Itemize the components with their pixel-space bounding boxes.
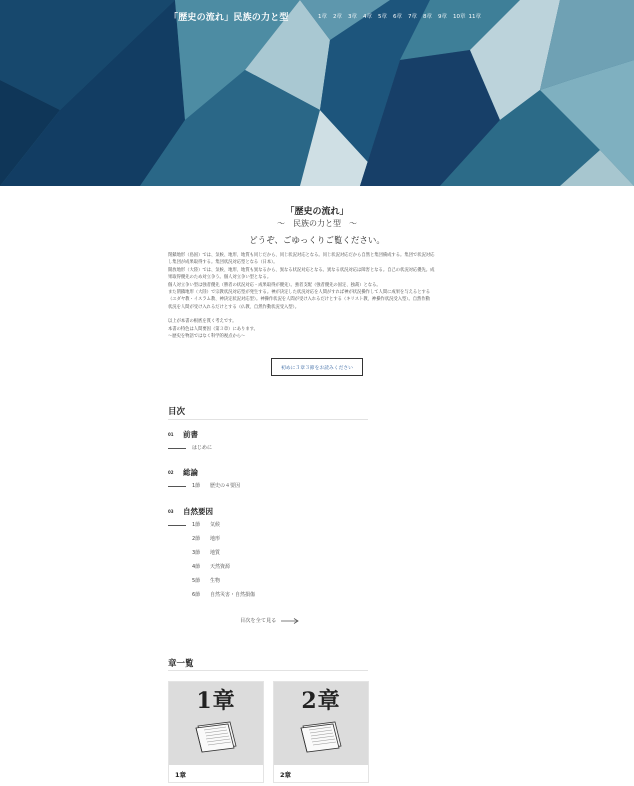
chapter-thumbnail [274,682,368,765]
toc-section-title[interactable]: 前書 [183,430,198,439]
toc-item-number: 1節 [192,522,201,528]
chapter-thumbnail [169,682,263,765]
toc-item[interactable] [192,591,255,598]
intro-closing: 〜歴史を物語ではなく科学的視点から〜 [168,334,246,340]
toc-line [168,448,186,449]
intro-paragraph: し集団が成果取得する。集団状況対応型となる（日本）。 [168,260,278,266]
intro-paragraph: 果取得優先のため対立争う。個人対立争い型となる。 [168,275,272,281]
intro-paragraph: 個人対立争い型は強者優先（勝者の状況対応・成果取得が優先）。強者支配（強者優先の固定、独裁）となる。 [168,282,381,288]
toc-item[interactable] [192,535,220,542]
chapter-card-1[interactable] [168,681,264,783]
intro-paragraph: （ユダヤ教・イスラム教、神決定状況対応型）。神操作状況を人間が受け入れるだけとする（キリスト教、神操作状況受入型）。自然作動 [168,297,430,303]
nav-chapter-2[interactable]: 2章 [333,14,342,20]
toc-section-number: 03 [168,509,174,514]
nav-chapter-3[interactable]: 3章 [348,14,357,20]
toc-item-label: 地質 [210,550,221,556]
intro-subtitle: 〜 民族の力と型 〜 [277,219,357,228]
nav-chapter-1[interactable]: 1章 [318,14,327,20]
nav-chapter-8[interactable]: 8章 [423,14,432,20]
intro-welcome: どうぞ、ごゆっくりご覧ください。 [249,236,385,246]
intro-body [168,252,468,340]
chapter-thumbnail-title: 2章 [301,688,341,714]
nav-chapter-7[interactable]: 7章 [408,14,417,20]
toc-item[interactable] [192,577,220,584]
toc-item-label: 自然災害・自然損傷 [210,592,256,598]
toc-section-number: 01 [168,432,174,437]
toc-item-label: はじめに [192,445,213,451]
chapter-card-label: 1章 [175,771,187,779]
document-stack-icon [299,716,345,756]
toc-item[interactable] [192,444,212,451]
toc-section-title[interactable]: 総論 [183,468,198,477]
hero-banner [0,0,634,186]
toc-item-number: 4節 [192,564,201,570]
intro-paragraph: また閉鎖地形（大陸）で宗教状況対応型が発生する。神が決定した状況対応を人間がすれば神が状況操作して人間に成果を与えるとする [168,290,431,296]
geometric-background [0,0,634,186]
chapter-thumbnail-title: 1章 [196,688,236,714]
nav-chapter-4[interactable]: 4章 [363,14,372,20]
toc-item-label: 生物 [210,578,221,584]
document-stack-icon [194,716,240,756]
site-title[interactable]: 「歴史の流れ」民族の力と型 [169,13,289,23]
toc-item[interactable] [192,482,240,489]
toc-line [168,525,186,526]
nav-chapter-5[interactable]: 5章 [378,14,387,20]
chapters-heading: 章一覧 [168,659,194,669]
toc-item-number: 6節 [192,592,201,598]
intro-closing: 以上が本書の根底を貫く考えです。 [168,319,237,325]
arrow-right-icon [281,618,299,624]
toc-section-title[interactable]: 自然要因 [183,507,213,516]
toc-item-label: 天然資源 [210,564,231,570]
toc-item-number: 1節 [192,483,201,489]
chapters-divider [168,670,368,671]
toc-divider [168,419,368,420]
intro-paragraph: 状況を人間が受け入れるだけとする（仏教、自然作動状況受入型）。 [168,304,300,310]
nav-chapter-11[interactable]: 11章 [468,14,481,20]
toc-heading: 目次 [168,407,186,417]
chapter-card-label: 2章 [280,771,292,779]
chapter-card-2[interactable] [273,681,369,783]
toc-item-number: 2節 [192,536,201,542]
nav-chapter-6[interactable]: 6章 [393,14,402,20]
intro-paragraph: 開放地形（大陸）では、気候、地形、地質も異なるから、異なる状況対応となる。異なる状況対応は障害となる。自己の状況対応優先。成 [168,267,435,273]
nav-chapter-9[interactable]: 9章 [438,14,447,20]
intro-title: 「歴史の流れ」 [285,207,349,217]
nav-chapter-10[interactable]: 10章 [453,14,466,20]
toc-item[interactable] [192,549,220,556]
chapter-nav [318,12,481,20]
view-all-toc-link[interactable] [240,617,299,624]
read-first-button[interactable]: 初めに３章３節をお読みください [271,358,363,376]
toc-item-number: 5節 [192,578,201,584]
toc-item-number: 3節 [192,550,201,556]
intro-paragraph: 閉鎖地形（島国）では、気候、地形、地質も同じだから、同じ状況対応となる。同じ状況対応だから自然と集団備成する。集団で状況対応 [168,253,435,258]
toc-line [168,486,186,487]
intro-closing: 本書の特色は人間要因（第３章）にあります。 [168,326,258,332]
toc-item[interactable] [192,563,230,570]
toc-item-label: 地形 [210,536,221,542]
view-all-toc-label: 目次を全て見る [240,618,277,624]
toc-item-label: 歴史の４要因 [210,483,241,489]
toc-item-label: 気候 [210,522,221,528]
toc-section-number: 02 [168,470,174,475]
toc-item[interactable] [192,521,220,528]
